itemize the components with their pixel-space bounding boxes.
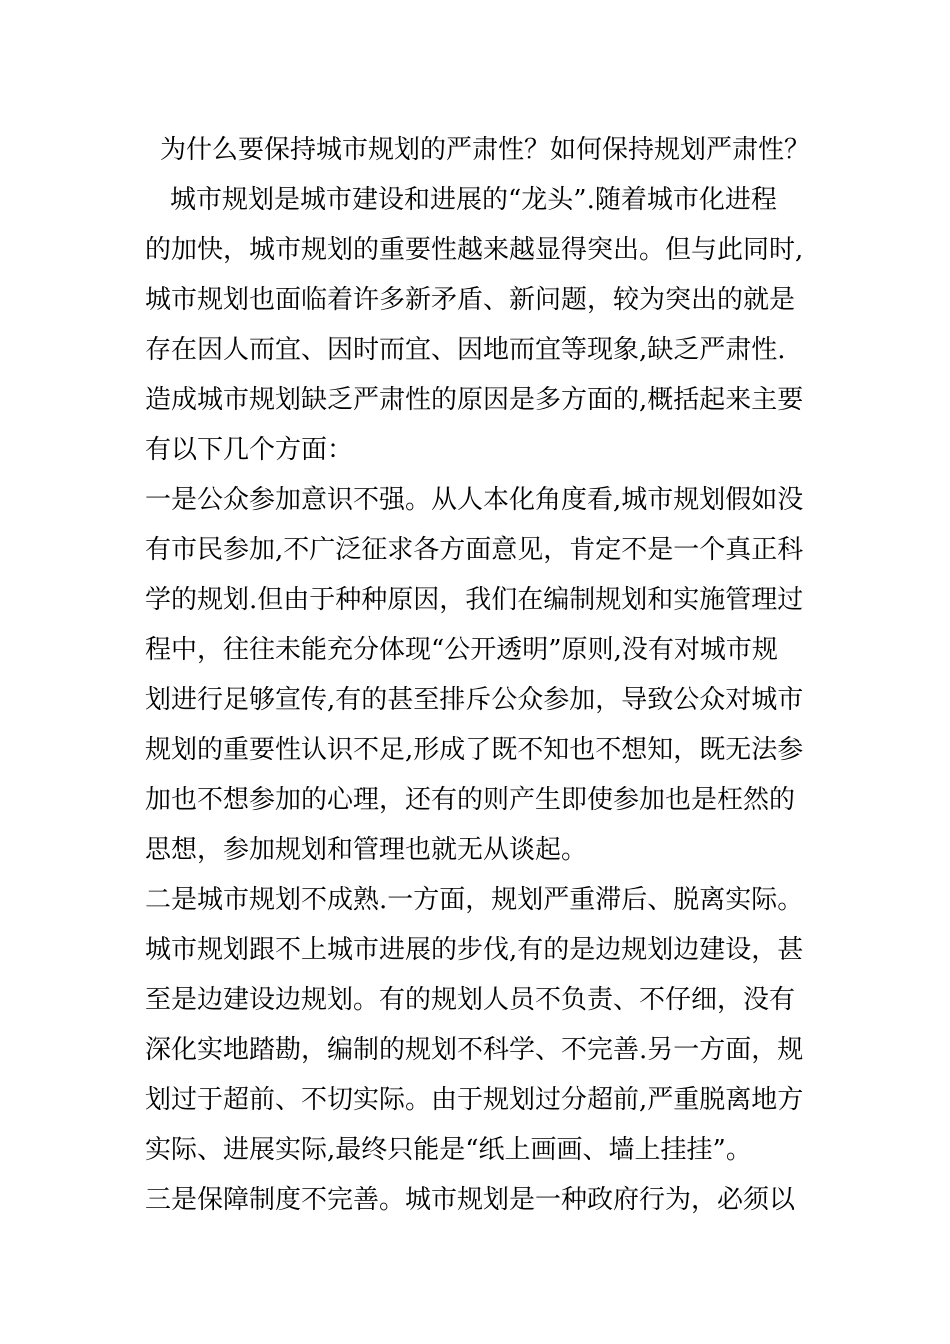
- paragraph-line: 深化实地踏勘，编制的规划不科学、不完善.另一方面，规: [145, 1035, 804, 1065]
- paragraph-line: 二是城市规划不成熟.一方面，规划严重滞后、脱离实际。: [145, 885, 804, 915]
- paragraph-line: 有市民参加,不广泛征求各方面意见，肯定不是一个真正科: [145, 535, 804, 565]
- paragraph-line: 城市规划跟不上城市进展的步伐,有的是边规划边建设，甚: [145, 935, 804, 965]
- paragraph-line: 城市规划是城市建设和进展的“龙头”.随着城市化进程: [170, 185, 777, 215]
- document-title: 为什么要保持城市规划的严肃性？如何保持规划严肃性？: [160, 135, 811, 165]
- paragraph-line: 存在因人而宜、因时而宜、因地而宜等现象,缺乏严肃性.: [145, 335, 786, 365]
- paragraph-line: 城市规划也面临着许多新矛盾、新问题，较为突出的就是: [145, 285, 796, 315]
- paragraph-line: 的加快，城市规划的重要性越来越显得突出。但与此同时,: [145, 235, 804, 265]
- paragraph-line: 程中，往往未能充分体现“公开透明”原则,没有对城市规: [145, 635, 778, 665]
- paragraph-line: 划进行足够宣传,有的甚至排斥公众参加，导致公众对城市: [145, 685, 804, 715]
- paragraph-line: 有以下几个方面：: [145, 435, 354, 465]
- paragraph-line: 至是边建设边规划。有的规划人员不负责、不仔细，没有: [145, 985, 796, 1015]
- paragraph-line: 一是公众参加意识不强。从人本化角度看,城市规划假如没: [145, 485, 804, 515]
- paragraph-line: 三是保障制度不完善。城市规划是一种政府行为，必须以: [145, 1185, 796, 1215]
- paragraph-line: 思想，参加规划和管理也就无从谈起。: [145, 835, 588, 865]
- paragraph-line: 划过于超前、不切实际。由于规划过分超前,严重脱离地方: [145, 1085, 804, 1115]
- paragraph-line: 加也不想参加的心理，还有的则产生即使参加也是枉然的: [145, 785, 796, 815]
- paragraph-line: 学的规划.但由于种种原因，我们在编制规划和实施管理过: [145, 585, 804, 615]
- paragraph-line: 造成城市规划缺乏严肃性的原因是多方面的,概括起来主要: [145, 385, 804, 415]
- paragraph-line: 规划的重要性认识不足,形成了既不知也不想知，既无法参: [145, 735, 804, 765]
- paragraph-line: 实际、进展实际,最终只能是“纸上画画、墙上挂挂”。: [145, 1135, 752, 1165]
